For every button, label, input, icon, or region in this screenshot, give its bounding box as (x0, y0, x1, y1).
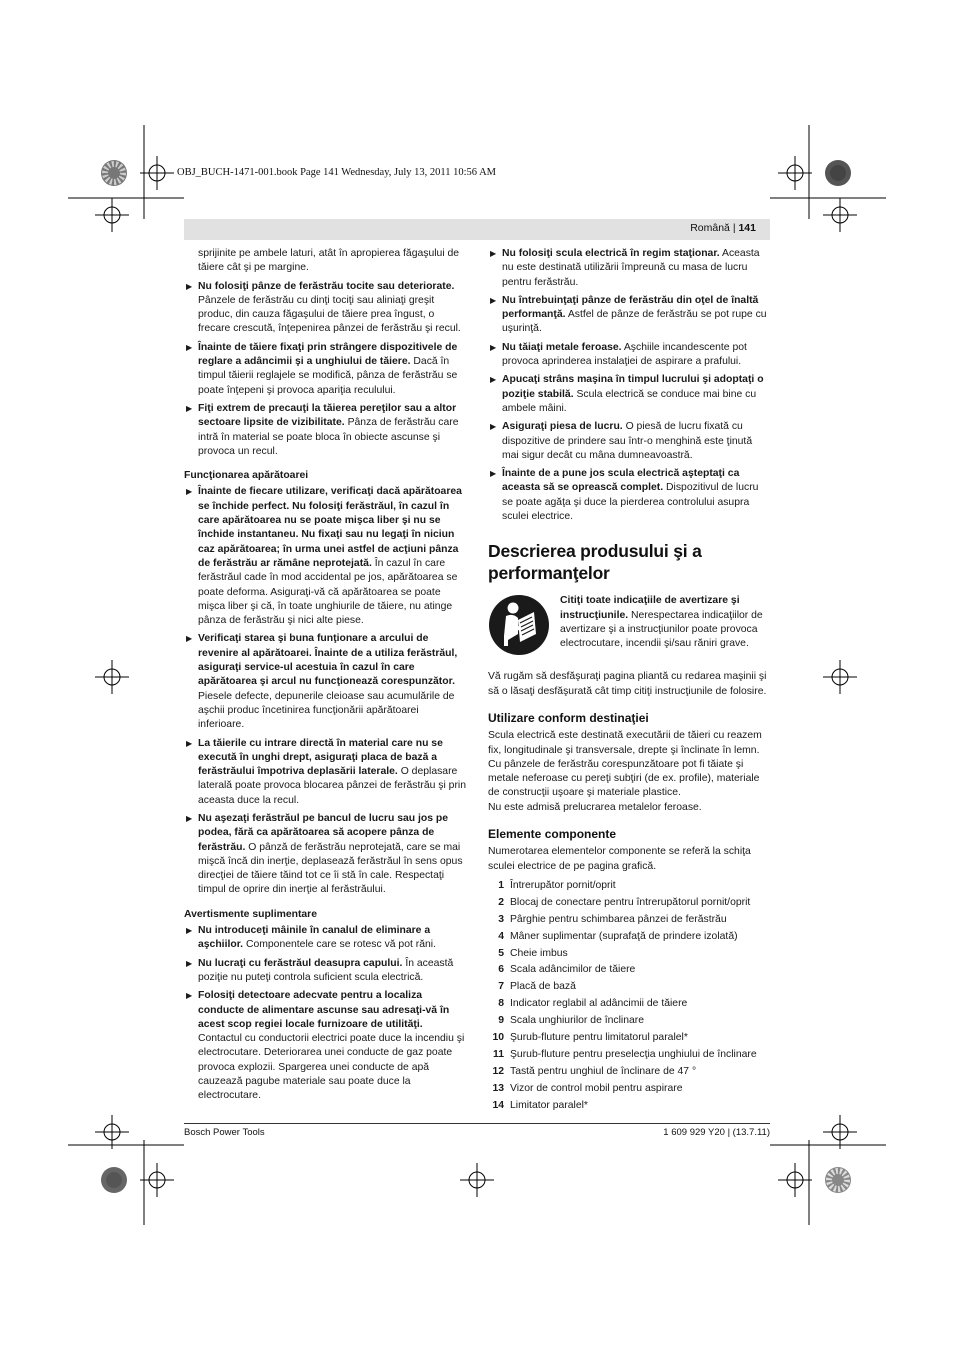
component-number: 1 (498, 879, 504, 891)
component-number: 9 (498, 1015, 504, 1027)
bullet-icon: ▶ (186, 813, 193, 823)
component-label: Indicator reglabil al adâncimii de tăiere (510, 998, 688, 1010)
list-item (488, 878, 770, 895)
print-slug: OBJ_BUCH-1471-001.book Page 141 Wednesday, July 13, 2011 10:56 AM (177, 167, 497, 178)
component-number: 2 (498, 896, 504, 908)
component-label: Şurub-fluture pentru limitatorul paralel* (510, 1032, 688, 1044)
component-number: 3 (498, 913, 504, 925)
warning-item: ▶ Nu folosiţi scula electrică în regim staţionar. Aceasta nu este destinată utilizării împreună cu masa de lucru pentru ferăstrău. (490, 248, 760, 288)
bullet-icon: ▶ (186, 958, 193, 968)
bullet-icon: ▶ (490, 295, 497, 305)
header-text: Română | 141 (690, 222, 756, 234)
bullet-icon: ▶ (490, 342, 497, 352)
component-label: Vizor de control mobil pentru aspirare (510, 1082, 683, 1094)
component-number: 5 (498, 947, 504, 959)
list-item (488, 895, 770, 912)
component-number: 8 (498, 998, 504, 1010)
warning-item: ▶ Fiţi extrem de precauţi la tăierea pereţilor sau a altor sectoare lipsite de vizibilitate. Pânza de ferăstrău care intră în material se poate bloca în obiecte ascunse şi provoca un recul. (186, 402, 459, 457)
warning-item: ▶ Folosiţi detectoare adecvate pentru a localiza conducte de alimentare ascunse sau adresaţi-vă în acest scop regiei locale furnizoare de utilităţi. Contactul cu conductorii electrici poate duce la incendiu şi electrocutare. Deteriorarea unei conducte de gaz poate provoca explozii. Spargerea unei conducte de apă cauzează pagube materiale sau poate duce la electrocutare. (186, 990, 465, 1102)
read-instructions-box (488, 594, 770, 656)
page-number: 141 (738, 222, 756, 234)
intro-continuation: sprijinite pe ambele laturi, atât în apropierea făgaşului de tăiere cât şi pe margine. (198, 248, 460, 274)
header-language: Română (690, 222, 730, 234)
component-label: Scala unghiurilor de înclinare (510, 1015, 645, 1027)
subheading-guard: Funcţionarea apărătoarei (184, 470, 309, 482)
component-label: Şurub-fluture pentru preselecţia unghiului de înclinare (510, 1048, 757, 1060)
component-number: 6 (498, 964, 504, 976)
list-item (488, 1081, 770, 1098)
list-item (488, 1030, 770, 1047)
components-list (488, 878, 770, 1115)
component-label: Blocaj de conectare pentru întrerupătorul pornit/oprit (510, 896, 751, 908)
component-number: 4 (498, 930, 504, 942)
list-item (488, 946, 770, 963)
bullet-icon: ▶ (186, 487, 193, 497)
intended-use-restriction: Nu este admisă prelucrarea metalelor feroase. (488, 801, 702, 813)
bullet-icon: ▶ (186, 634, 193, 644)
list-item (488, 996, 770, 1013)
warning-item: ▶ La tăierile cu intrare directă în material care nu se execută în unghi drept, asiguraţi placa de bază a ferăstrăului împotriva deplasării laterale. O deplasare laterală poate provoca blocarea pânzei de ferăstrău şi prin aceasta duce la recul. (186, 737, 467, 806)
component-number: 11 (493, 1048, 504, 1060)
bullet-icon: ▶ (490, 422, 497, 432)
component-number: 7 (498, 981, 504, 993)
list-item (488, 912, 770, 929)
footer-rule (184, 1123, 770, 1124)
component-number: 13 (492, 1082, 504, 1094)
footer-brand: Bosch Power Tools (184, 1127, 265, 1138)
list-item (488, 1098, 770, 1115)
warning-item: ▶ Nu tăiaţi metale feroase. Aşchiile incandescente pot provoca aprinderea instalaţiei de aspirare a prafului. (490, 341, 747, 368)
warning-item: ▶ Verificaţi starea şi buna funţionare a arcului de revenire al apărătoarei. Înainte de a utiliza ferăstrăul, asiguraţi service-ul acestuia în cazul în care apărătoarea şi arcul nu funcţionează corespunzător. Piesele defecte, depunerile cleioase sau acumulările de aşchii produc încetinirea funcţionării apărătoarei inferioare. (186, 633, 458, 731)
warning-item: ▶ Nu întrebuinţaţi pânze de ferăstrău din oţel de înaltă performanţă. Astfel de pânze de ferăstrău se pot rupe cu uşurinţă. (490, 294, 767, 335)
component-number: 10 (492, 1032, 504, 1044)
heading-intended-use: Utilizare conform destinaţiei (488, 710, 649, 725)
list-item (488, 962, 770, 979)
bullet-icon: ▶ (186, 281, 193, 291)
right-column (488, 247, 770, 1115)
warning-item: ▶ Înainte de a pune jos scula electrică aşteptaţi ca aceasta să se oprească complet. Dispozitivul de lucru se poate agăţa şi duce la pierderea controlului asupra sculei electrice. (490, 468, 759, 523)
bullet-icon: ▶ (186, 342, 193, 352)
component-label: Scala adâncimilor de tăiere (510, 964, 636, 976)
list-item (488, 1064, 770, 1081)
read-manual-icon (488, 594, 550, 656)
component-label: Tastă pentru unghiul de înclinare de 47 ° (510, 1065, 697, 1077)
bullet-icon: ▶ (490, 375, 497, 385)
bullet-icon: ▶ (186, 991, 193, 1001)
component-label: Placă de bază (510, 981, 576, 993)
bullet-icon: ▶ (490, 249, 497, 258)
left-column (184, 247, 466, 1108)
component-label: Cheie imbus (510, 947, 568, 959)
warning-item: ▶ Nu introduceţi mâinile în canalul de eliminare a aşchiilor. Componentele care se rotesc vă pot răni. (186, 925, 436, 951)
component-label: Mâner suplimentar (suprafaţă de prindere izolată) (510, 930, 738, 942)
bullet-icon: ▶ (490, 469, 497, 479)
subheading-additional: Avertismente suplimentare (184, 908, 318, 920)
list-item (488, 929, 770, 946)
bullet-icon: ▶ (186, 403, 193, 413)
component-label: Limitator paralel* (510, 1099, 588, 1111)
warning-item: ▶ Apucaţi strâns maşina în timpul lucrului şi adoptaţi o poziţie stabilă. Scula electrică se conduce mai bine cu ambele mâini. (490, 374, 764, 414)
section-title: Descrierea produsului şi a performanţelor (488, 541, 702, 584)
bullet-icon: ▶ (186, 738, 193, 748)
warning-item: ▶ Nu lucraţi cu ferăstrăul deasupra capului. În această poziţie nu puteţi controla suficient scula electrică. (186, 957, 454, 983)
list-item (488, 1047, 770, 1064)
component-label: Întrerupător pornit/oprit (510, 879, 616, 891)
heading-components: Elemente componente (488, 827, 617, 842)
component-label: Pârghie pentru schimbarea pânzei de ferăstrău (510, 913, 727, 925)
list-item (488, 1013, 770, 1030)
list-item (488, 979, 770, 996)
footer-doc-code: 1 609 929 Y20 | (13.7.11) (663, 1127, 770, 1138)
warning-item: ▶ Nu folosiţi pânze de ferăstrău tocite sau deteriorate. Pânzele de ferăstrău cu dinţi tociţi sau aliniaţi greşit produc, din cauza făgaşului de tăiere prea îngust, o frecare crescută, înţepenirea pânzei de ferăstrău şi recul. (186, 280, 461, 335)
warning-item: ▶ Asiguraţi piesa de lucru. O piesă de lucru fixată cu dispozitive de prindere sau într-o menghină este ţinută mai sigur decât cu mâna dumneavoastră. (490, 421, 753, 461)
page-header (184, 219, 770, 240)
component-number: 14 (492, 1099, 504, 1111)
warning-item: ▶ Înainte de fiecare utilizare, verificaţi dacă apărătoarea se închide perfect. Nu folosiţi ferăstrăul, în cazul în care apărătoarea nu se poate mişca liber şi nu se închide instantaneu. Nu fixaţi sau nu legaţi în niciun caz apărătoarea; în urma unei astfel de acţiuni pânza de ferăstrău ar rămâne neprotejată. În cazul în care ferăstrăul cade în mod accidental pe jos, apărătoarea se poate deforma. Asiguraţi-vă că apărătoarea se poate mişca liber şi că, în toate unghiurile de tăiere, nu atinge pânza de ferăstrău şi nici alte piese. (186, 486, 462, 627)
component-number: 12 (492, 1065, 504, 1077)
intended-use-text: Scula electrică este destinată executării de tăieri cu reazem fix, longitudinale şi transversale, drepte şi înclinate în lemn. Cu pânzele de ferăstrău corespunzătoare pot fi tăiate şi metale neferoase cu pereţi subţiri (de ex. profile), materiale de construcţii uşoare şi materiale plastice. (488, 730, 762, 799)
components-intro: Numerotarea elementelor componente se referă la schiţa sculei electrice de pe pagina grafică. (488, 846, 751, 872)
warning-item: ▶ Înainte de tăiere fixaţi prin strângere dispozitivele de reglare a adâncimii şi a unghiului de tăiere. Dacă în timpul tăierii reglajele se modifică, pânza de ferăstrău se poate înţepeni şi provoca apariţia reculului. (186, 341, 458, 396)
warning-item: ▶ Nu aşezaţi ferăstrăul pe bancul de lucru sau jos pe podea, fără ca apărătoarea să acopere pânza de ferăstrău. O pânză de ferăstrău neprotejată, care se mai mişcă încă din inerţie, deplasează ferăstrăul în sens opus direcţiei de tăiere tăind tot ce îi stă în cale. Respectaţi timpul de oprire din inerţie al ferăstrăului. (186, 812, 463, 896)
read-instructions-text: Citiţi toate indicaţiile de avertizare şi instrucţiunile. Nerespectarea indicaţiilor de avertizare şi a instrucţiunilor poate provoca electrocutare, incendii şi/sau răniri grave. (560, 595, 763, 650)
fold-out-note: Vă rugăm să desfăşuraţi pagina pliantă cu redarea maşinii şi să o lăsaţi desfăşurată cât timp citiţi instrucţiunile de folosire. (488, 671, 767, 697)
bullet-icon: ▶ (186, 926, 193, 936)
